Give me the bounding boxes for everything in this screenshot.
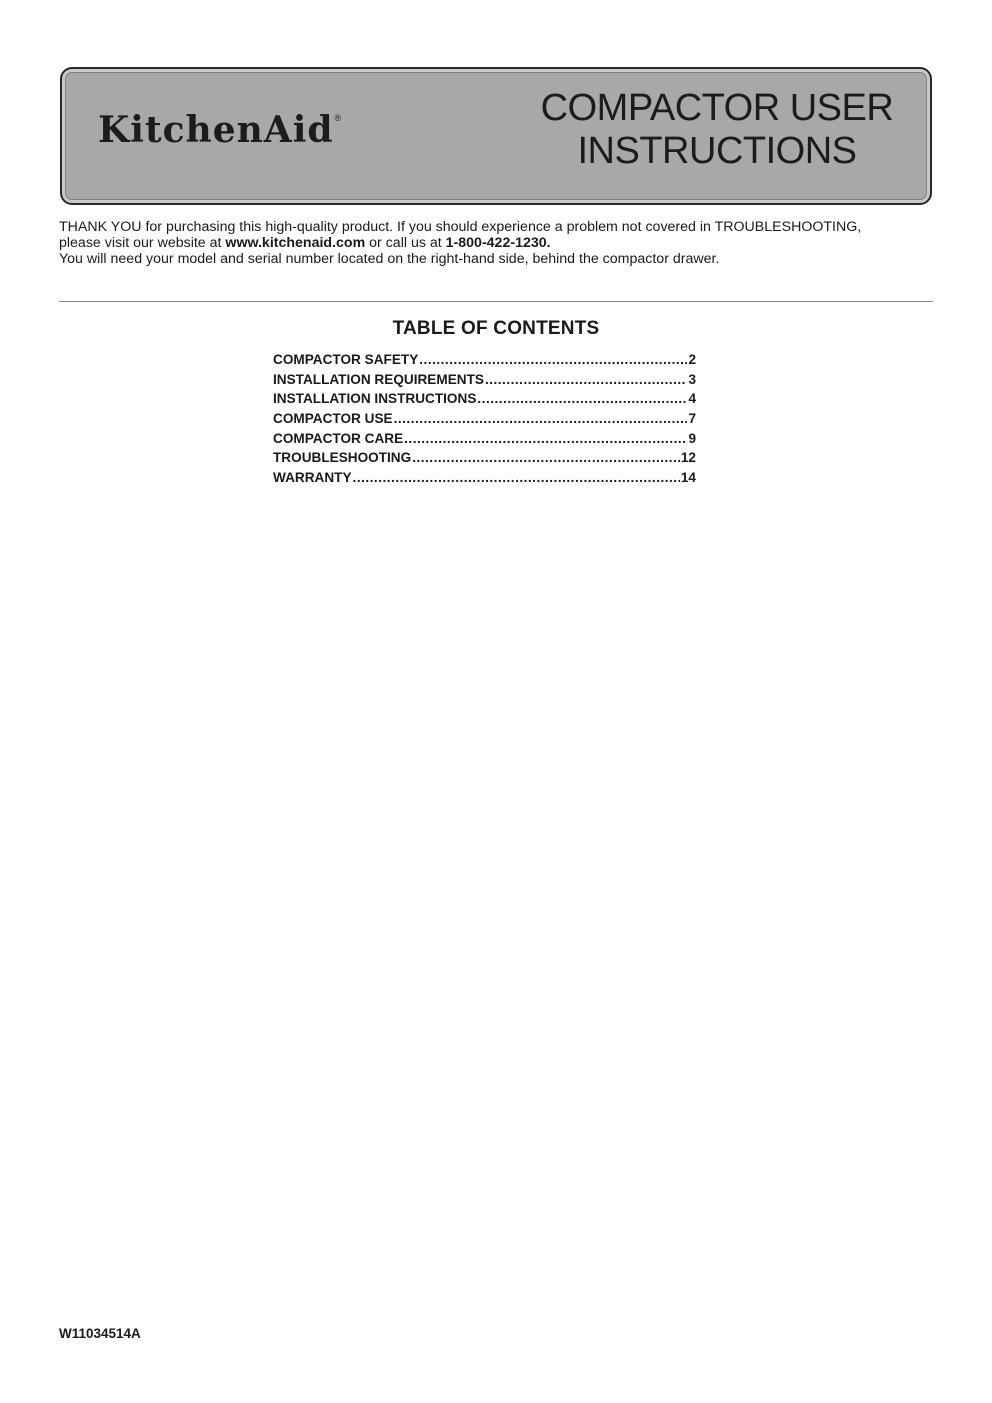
registered-mark: ®	[334, 113, 343, 123]
toc-item-label: COMPACTOR USE	[273, 411, 393, 427]
document-title-line-2: INSTRUCTIONS	[577, 130, 857, 172]
toc-leader-dots	[412, 450, 680, 465]
toc-leader-dots	[485, 372, 687, 387]
kitchenaid-logo	[98, 109, 342, 151]
toc-list	[273, 352, 696, 490]
phone-number: 1-800-422-1230.	[445, 235, 551, 251]
part-number: W11034514A	[59, 1326, 141, 1341]
intro-line-2-prefix: please visit our website at	[59, 235, 226, 251]
intro-line-2	[59, 235, 939, 251]
intro-line-2-middle: or call us at	[365, 235, 446, 251]
toc-item-warranty[interactable]	[273, 470, 696, 490]
toc-item-compactor-use[interactable]	[273, 411, 696, 431]
toc-item-page: 12	[680, 450, 696, 466]
toc-item-page: 7	[688, 411, 696, 427]
toc-item-label: TROUBLESHOOTING	[273, 450, 412, 466]
website-link[interactable]: www.kitchenaid.com	[225, 235, 366, 251]
toc-item-label: INSTALLATION INSTRUCTIONS	[273, 391, 477, 407]
toc-heading: TABLE OF CONTENTS	[392, 318, 600, 339]
toc-item-installation-instructions[interactable]	[273, 391, 696, 411]
brand-name: KitchenAid	[98, 109, 334, 151]
document-title-line-1: COMPACTOR USER	[540, 87, 894, 129]
header-banner	[60, 67, 932, 205]
document-title	[522, 87, 912, 173]
toc-item-installation-requirements[interactable]	[273, 372, 696, 392]
toc-item-page: 4	[688, 391, 696, 407]
intro-line-1: THANK YOU for purchasing this high-quality product. If you should experience a problem not covered in TROUBLESHOOTING,	[59, 219, 862, 235]
toc-item-label: COMPACTOR SAFETY	[273, 352, 419, 367]
toc-item-page: 2	[688, 352, 696, 367]
intro-line-3: You will need your model and serial number located on the right-hand side, behind the compactor drawer.	[59, 251, 720, 267]
toc-item-page: 3	[688, 371, 696, 387]
intro-text	[59, 219, 939, 267]
toc-item-page: 9	[688, 430, 696, 446]
toc-leader-dots	[404, 431, 687, 446]
toc-item-compactor-safety[interactable]	[273, 352, 696, 372]
toc-item-label: WARRANTY	[273, 470, 352, 486]
toc-leader-dots	[477, 391, 687, 406]
toc-leader-dots	[353, 470, 680, 485]
toc-item-page: 14	[680, 470, 696, 486]
divider	[59, 301, 933, 302]
toc-item-troubleshooting[interactable]	[273, 450, 696, 470]
toc-leader-dots	[419, 352, 687, 367]
toc-leader-dots	[394, 411, 688, 426]
toc-item-compactor-care[interactable]	[273, 431, 696, 451]
toc-item-label: COMPACTOR CARE	[273, 430, 404, 446]
toc-item-label: INSTALLATION REQUIREMENTS	[273, 371, 484, 387]
